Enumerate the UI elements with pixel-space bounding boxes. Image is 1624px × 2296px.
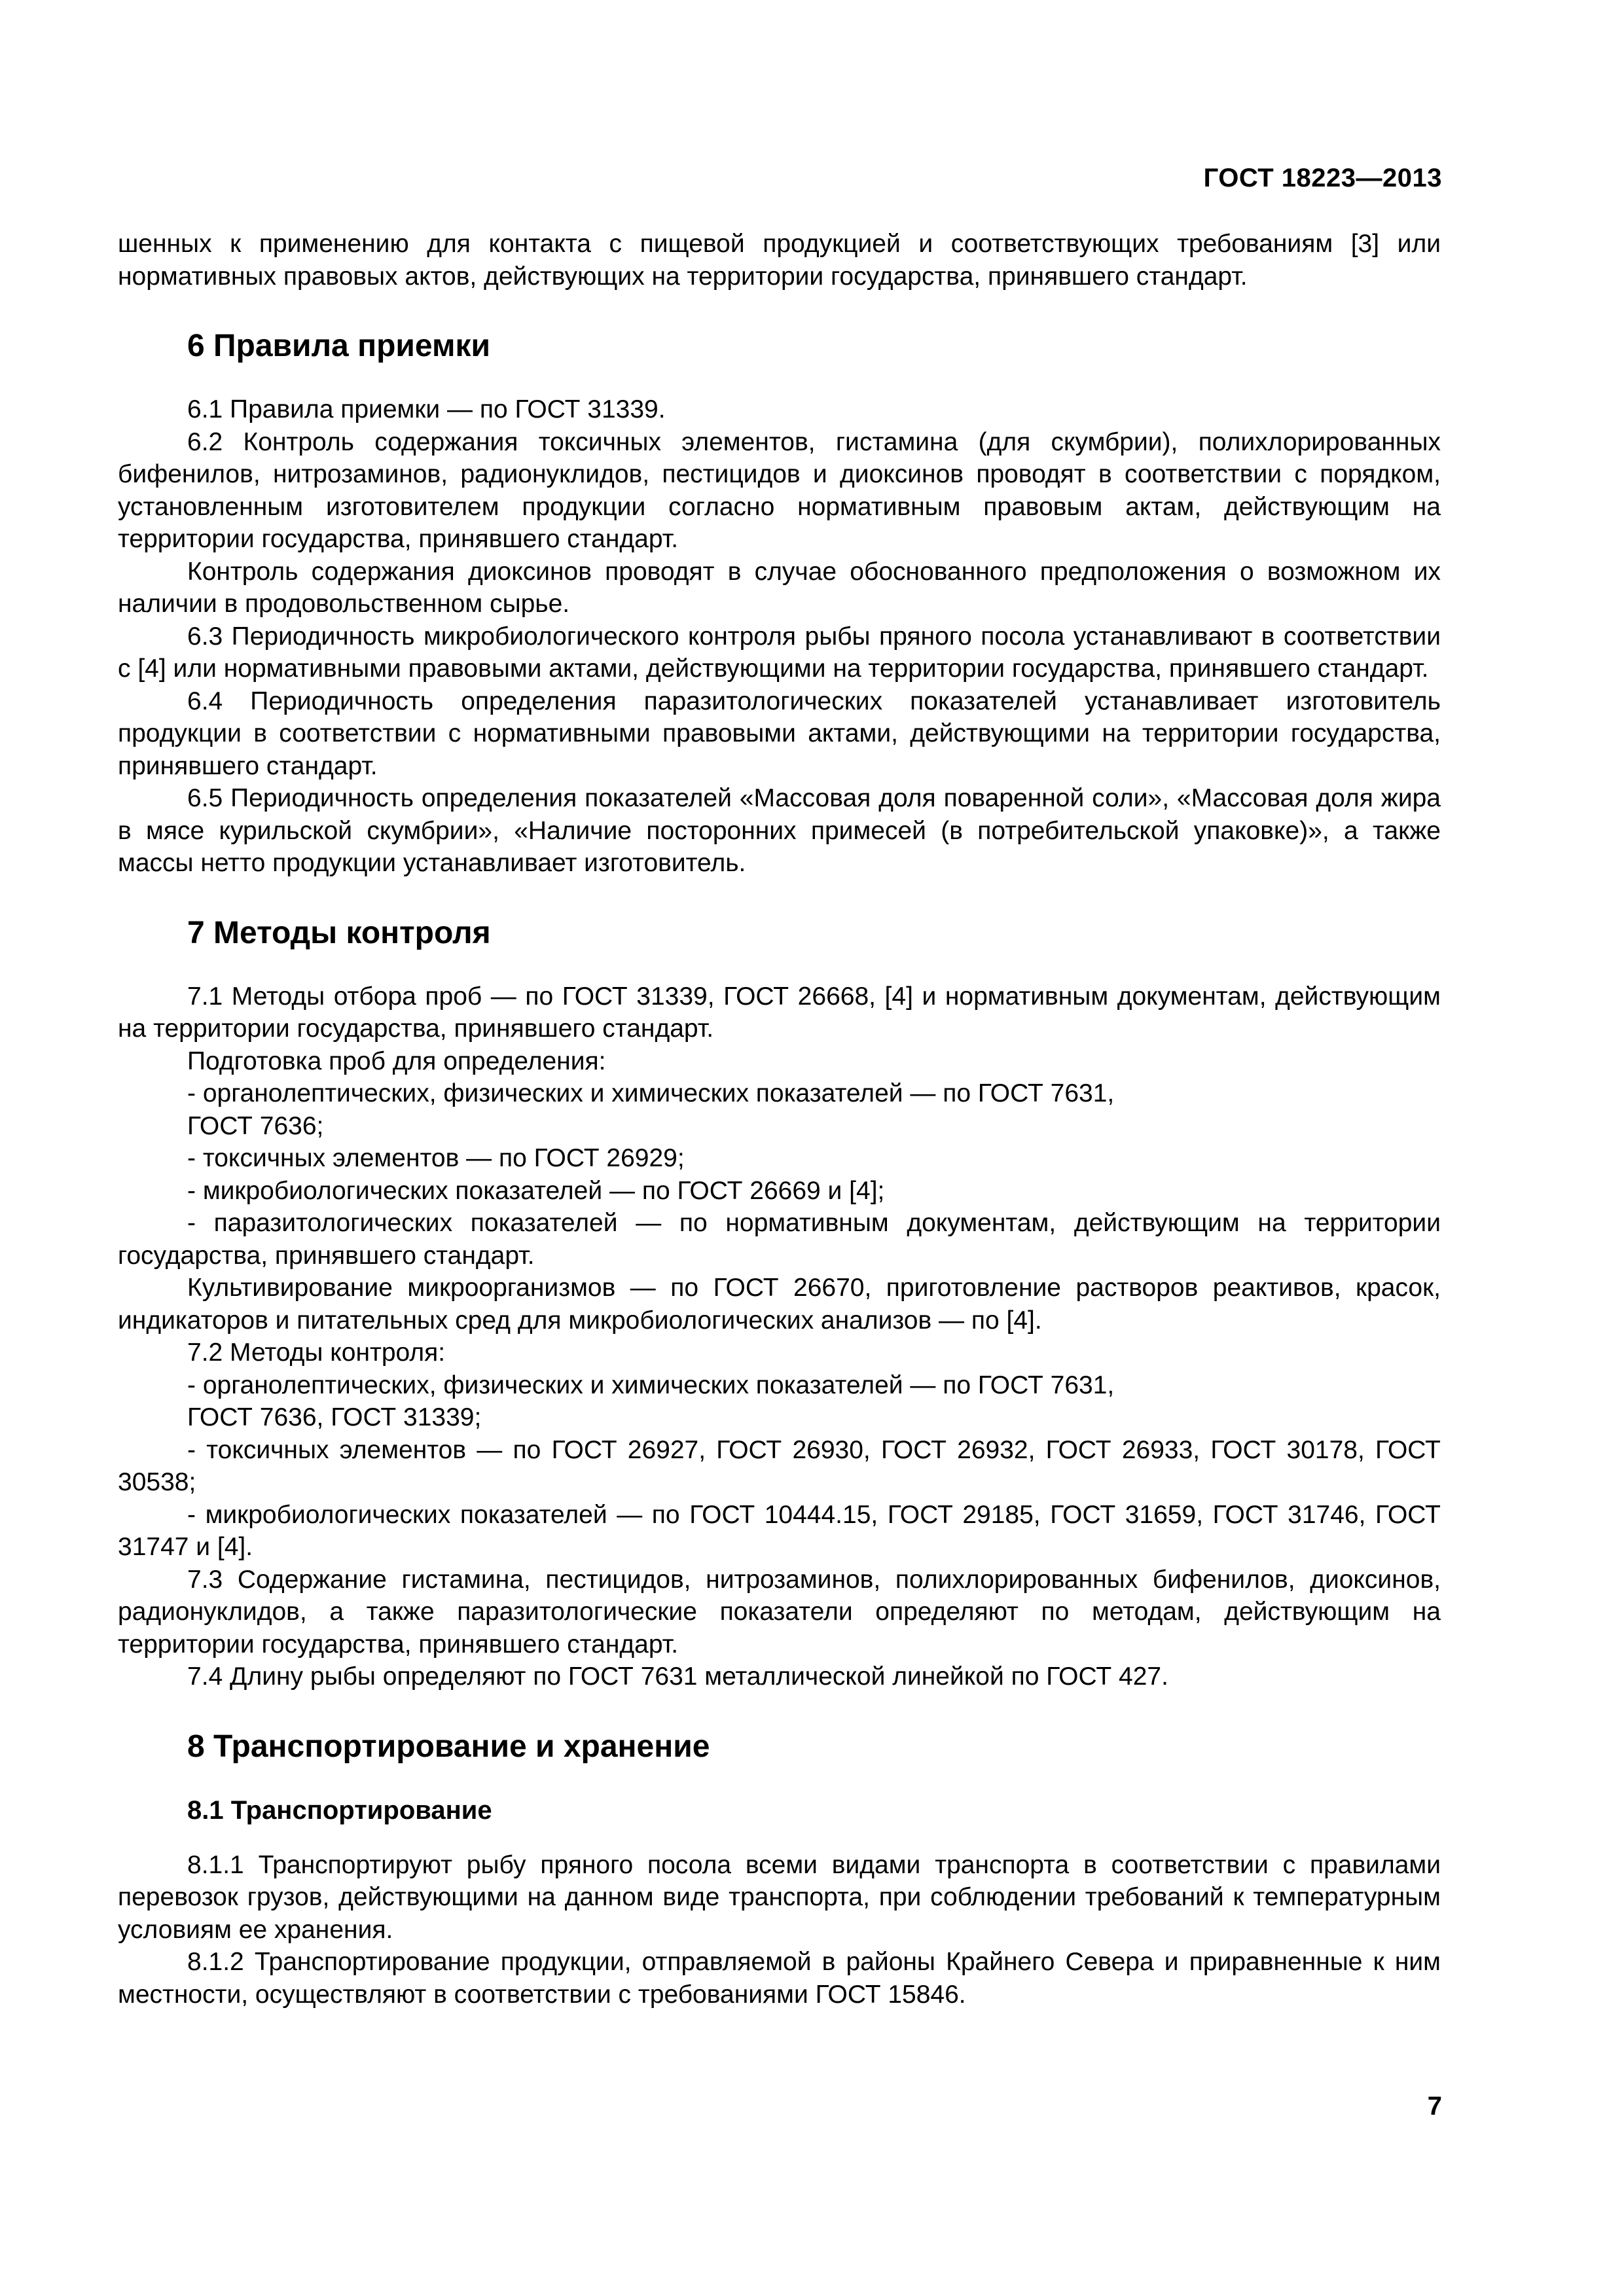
list-item-organoleptic-prep: - органолептических, физических и химических показателей — по ГОСТ 7631, (187, 1079, 1115, 1107)
page-number: 7 (1427, 2092, 1442, 2121)
list-item-organoleptic-prep-cont: ГОСТ 7636; (187, 1111, 324, 1140)
sample-prep-intro: Подготовка проб для определения: (187, 1047, 606, 1075)
list-item-microbio-prep: - микробиологических показателей — по ГОСТ 26669 и [4]; (187, 1176, 885, 1205)
list-item-toxic-prep: - токсичных элементов — по ГОСТ 26929; (187, 1144, 685, 1172)
paragraph-6-5: 6.5 Периодичность определения показателей «Массовая доля поваренной соли», «Массовая доля жира в мясе курильской скумбрии», «Наличие посторонних примесей (в потребительской упаковке)», а также массы нетто продукции устанавливает изготовитель. (118, 784, 1441, 877)
document-body (118, 228, 1441, 2011)
section-8-heading: 8 Транспортирование и хранение (187, 1729, 710, 1764)
list-item-parasito-prep: - паразитологических показателей — по нормативным документам, действующим на территории государства, принявшего стандарт. (118, 1209, 1441, 1270)
paragraph-7-1: 7.1 Методы отбора проб — по ГОСТ 31339, ГОСТ 26668, [4] и нормативным документам, действующим на территории государства, принявшего стандарт. (118, 982, 1441, 1043)
intro-paragraph: шенных к применению для контакта с пищевой продукцией и соответствующих требованиям [3] или нормативных правовых актов, действующих на территории государства, принявшего стандарт. (118, 230, 1441, 291)
paragraph-6-2-dioxins: Контроль содержания диоксинов проводят в случае обоснованного предположения о возможном их наличии в продовольственном сырье. (118, 557, 1441, 618)
paragraph-6-2: 6.2 Контроль содержания токсичных элементов, гистамина (для скумбрии), полихлорированных бифенилов, нитрозаминов, радионуклидов, пестицидов и диоксинов проводят в соответствии с порядком, установленным изготовителем продукции согласно нормативным правовым актам, действующим на территории государства, принявшего стандарт. (118, 427, 1441, 553)
paragraph-8-1-2: 8.1.2 Транспортирование продукции, отправляемой в районы Крайнего Севера и приравненные к ним местности, осуществляют в соответствии с требованиями ГОСТ 15846. (118, 1948, 1441, 2009)
paragraph-6-4: 6.4 Периодичность определения паразитологических показателей устанавливает изготовитель продукции в соответствии с нормативными правовыми актами, действующими на территории государства, принявшего стандарт. (118, 687, 1441, 780)
paragraph-7-2: 7.2 Методы контроля: (187, 1338, 446, 1367)
paragraph-cultivation: Культивирование микроорганизмов — по ГОСТ 26670, приготовление растворов реактивов, красок, индикаторов и питательных сред для микробиологических анализов — по [4]. (118, 1274, 1441, 1335)
list-item-toxic-methods: - токсичных элементов — по ГОСТ 26927, ГОСТ 26930, ГОСТ 26932, ГОСТ 26933, ГОСТ 30178, ГОСТ 30538; (118, 1435, 1441, 1496)
paragraph-6-3: 6.3 Периодичность микробиологического контроля рыбы пряного посола устанавливают в соответствии с [4] или нормативными правовыми актами, действующими на территории государства, принявшего стандарт. (118, 622, 1441, 683)
section-7-heading: 7 Методы контроля (187, 915, 491, 950)
paragraph-8-1-1: 8.1.1 Транспортируют рыбу пряного посола всеми видами транспорта в соответствии с правилами перевозок грузов, действующими на данном виде транспорта, при соблюдении требований к температурным условиям ее хранения. (118, 1850, 1441, 1944)
list-item-organoleptic-methods: - органолептических, физических и химических показателей — по ГОСТ 7631, (187, 1371, 1115, 1399)
document-code-header: ГОСТ 18223—2013 (1203, 164, 1442, 192)
paragraph-7-3: 7.3 Содержание гистамина, пестицидов, нитрозаминов, полихлорированных бифенилов, диоксинов, радионуклидов, а также паразитологические показатели определяют по методам, действующим на территории государства, принявшего стандарт. (118, 1565, 1441, 1659)
paragraph-6-1: 6.1 Правила приемки — по ГОСТ 31339. (187, 395, 666, 423)
list-item-organoleptic-methods-cont: ГОСТ 7636, ГОСТ 31339; (187, 1403, 482, 1431)
subsection-8-1-heading: 8.1 Транспортирование (187, 1795, 492, 1825)
section-6-heading: 6 Правила приемки (187, 329, 491, 363)
list-item-microbio-methods: - микробиологических показателей — по ГОСТ 10444.15, ГОСТ 29185, ГОСТ 31659, ГОСТ 31746, ГОСТ 31747 и [4]. (118, 1500, 1441, 1561)
paragraph-7-4: 7.4 Длину рыбы определяют по ГОСТ 7631 металлической линейкой по ГОСТ 427. (187, 1662, 1168, 1691)
